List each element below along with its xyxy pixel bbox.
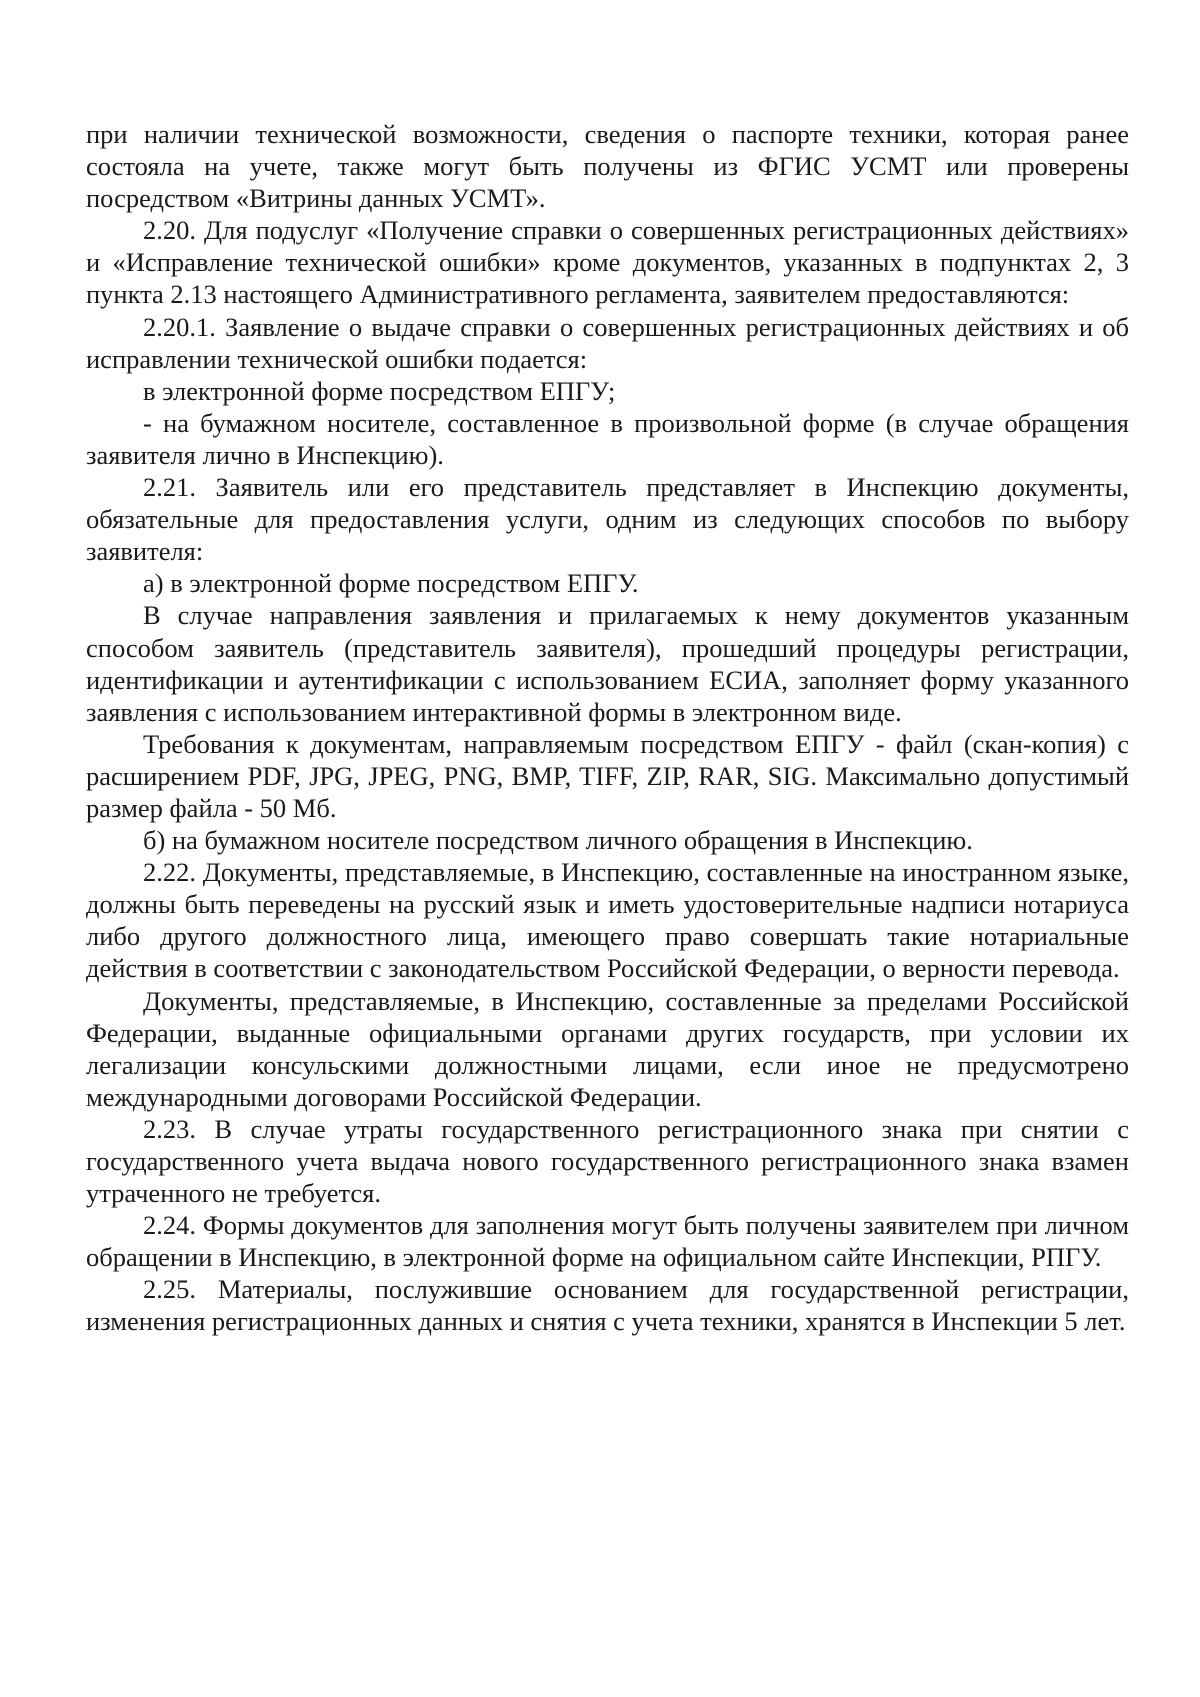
paragraph-2-25: 2.25. Материалы, послужившие основанием для государственной регистрации, изменения регистрационных данных и снятия с учета техники, хранятся в Инспекции 5 лет.: [86, 1274, 1129, 1337]
paragraph-2-20: 2.20. Для подуслуг «Получение справки о совершенных регистрационных действиях» и «Исправление технической ошибки» кроме документов, указанных в подпунктах 2, 3 пункта 2.13 настоящего Административного регламента, заявителем предоставляются:: [86, 215, 1129, 310]
paragraph-2-23: 2.23. В случае утраты государственного регистрационного знака при снятии с государственного учета выдача нового государственного регистрационного знака взамен утраченного не требуется.: [86, 1113, 1129, 1209]
paragraph-paper-form: - на бумажном носителе, составленное в произвольной форме (в случае обращения заявителя лично в Инспекцию).: [86, 407, 1129, 470]
paragraph-option-b: б) на бумажном носителе посредством личного обращения в Инспекцию.: [143, 825, 973, 856]
paragraph-electronic-form: в электронной форме посредством ЕПГУ;: [143, 375, 616, 406]
paragraph-2-21: 2.21. Заявитель или его представитель представляет в Инспекцию документы, обязательные для предоставления услуги, одним из следующих способов по выбору заявителя:: [86, 472, 1129, 567]
paragraph-esia-procedure: В случае направления заявления и прилагаемых к нему документов указанным способом заявитель (представитель заявителя), прошедший процедуры регистрации, идентификации и аутентификации с использованием ЕСИА, заполняет форму указанного заявления с использованием интерактивной формы в электронном виде.: [86, 600, 1129, 727]
paragraph-foreign-documents: Документы, представляемые, в Инспекцию, составленные за пределами Российской Федерации, выданные официальными органами других государств, при условии их легализации консульскими должностными лицами, если иное не предусмотрено международными договорами Российской Федерации.: [86, 985, 1129, 1112]
paragraph-2-24: 2.24. Формы документов для заполнения могут быть получены заявителем при личном обращении в Инспекцию, в электронной форме на официальном сайте Инспекции, РПГУ.: [86, 1210, 1129, 1273]
paragraph-2-20-1: 2.20.1. Заявление о выдаче справки о совершенных регистрационных действиях и об исправлении технической ошибки подается:: [86, 311, 1129, 374]
paragraph-file-requirements: Требования к документам, направляемым посредством ЕПГУ - файл (скан-копия) с расширением PDF, JPG, JPEG, PNG, BMP, TIFF, ZIP, RAR, SIG. Максимально допустимый размер файла - 50 Мб.: [86, 728, 1129, 823]
paragraph-option-a: а) в электронной форме посредством ЕПГУ.: [143, 568, 639, 599]
document-body: [86, 118, 1129, 1338]
paragraph-2-22: 2.22. Документы, представляемые, в Инспекцию, составленные на иностранном языке, должны быть переведены на русский язык и иметь удостоверительные надписи нотариуса либо другого должностного лица, имеющего право совершать такие нотариальные действия в соответствии с законодательством Российской Федерации, о верности перевода.: [86, 857, 1129, 984]
paragraph-continuation: при наличии технической возможности, сведения о паспорте техники, которая ранее состояла на учете, также могут быть получены из ФГИС УСМТ или проверены посредством «Витрины данных УСМТ».: [86, 119, 1129, 214]
